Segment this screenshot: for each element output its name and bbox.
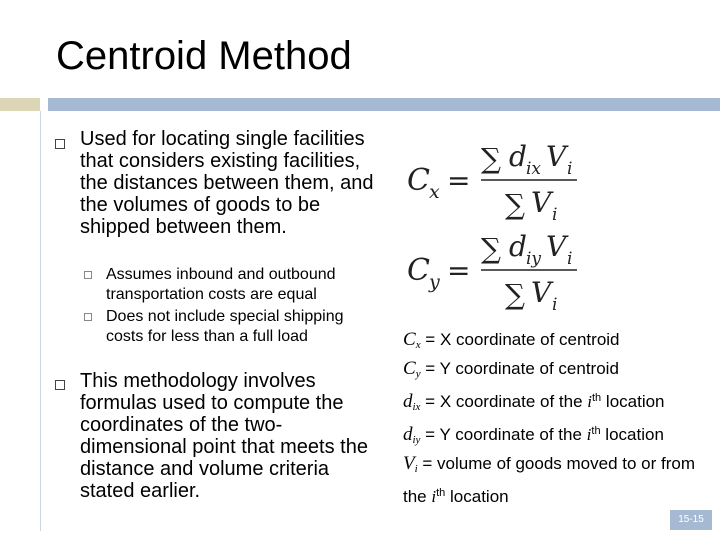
page-number-badge: 15-15 — [670, 510, 712, 530]
formula-cy-num-sub: iy — [526, 249, 542, 269]
formula-cy-num-v-sub: i — [567, 249, 573, 269]
legend-item-vi: $V_i$ = volume of goods moved to or from the $i^{th}$ location — [403, 453, 696, 506]
formula-cx-num-v: V — [546, 140, 567, 173]
sub-bullet-square-icon — [84, 271, 92, 279]
svg-text:=: = — [447, 254, 471, 287]
title-rule-main — [48, 98, 720, 111]
legend-item-diy: $d_{iy} = Y$ coordinate of the $i^{th}$ location — [403, 424, 664, 446]
legend-item-dix: $d_{ix} = X$ coordinate of the $i^{th}$ location — [403, 391, 665, 413]
legend-item-cy: $C_y = Y$ coordinate of centroid — [403, 358, 619, 380]
sub-bullet-text-2: Does not include special shipping costs for less than a full load — [106, 308, 344, 345]
bullet-text-2: This methodology involves formulas used to compute the coordinates of the two-dimensional point that meets the distance and volume criteria stated earlier. — [80, 370, 368, 502]
formula-cx-num-sub: ix — [526, 159, 542, 179]
title-rule-left — [0, 98, 40, 111]
formula-cx-den-sigma: ∑ — [505, 188, 525, 221]
formula-cx-den-v: V — [531, 186, 552, 219]
left-vertical-rule — [40, 111, 41, 531]
sub-bullet-text-1: Assumes inbound and outbound transportation costs are equal — [106, 266, 336, 303]
bullet-square-icon — [55, 380, 65, 390]
sub-bullet-square-icon — [84, 313, 92, 321]
formula-cx-num-sigma: ∑ — [481, 142, 501, 175]
page-title: Centroid Method — [56, 34, 352, 78]
formula-cy-lhs: C — [407, 253, 430, 288]
formula-cx-num-d: d — [509, 140, 527, 173]
formula-cx — [405, 128, 595, 223]
formula-cy-lhs-sub: y — [429, 271, 440, 293]
formula-cy-den-v: V — [531, 276, 552, 309]
formula-cy-num-v: V — [546, 230, 567, 263]
formula-cy-den-v-sub: i — [552, 295, 558, 315]
formula-cy-den-sigma: ∑ — [505, 278, 525, 311]
bullet-square-icon — [55, 139, 65, 149]
variable-legend — [403, 328, 713, 509]
formula-cx-lhs: C — [407, 163, 430, 198]
formula-cx-lhs-sub: x — [429, 181, 440, 203]
legend-item-cx: $C_x = X$ coordinate of centroid — [403, 329, 620, 351]
svg-text:=: = — [447, 164, 471, 197]
bullet-text-1: Used for locating single facilities that considers existing facilities, the distances between them, and the volumes of goods to be shipped between them. — [80, 128, 374, 238]
formula-cy-num-sigma: ∑ — [481, 232, 501, 265]
formula-cy — [405, 222, 595, 317]
formula-cx-den-v-sub: i — [552, 205, 558, 223]
formula-cx-num-v-sub: i — [567, 159, 573, 179]
formula-cy-num-d: d — [509, 230, 527, 263]
